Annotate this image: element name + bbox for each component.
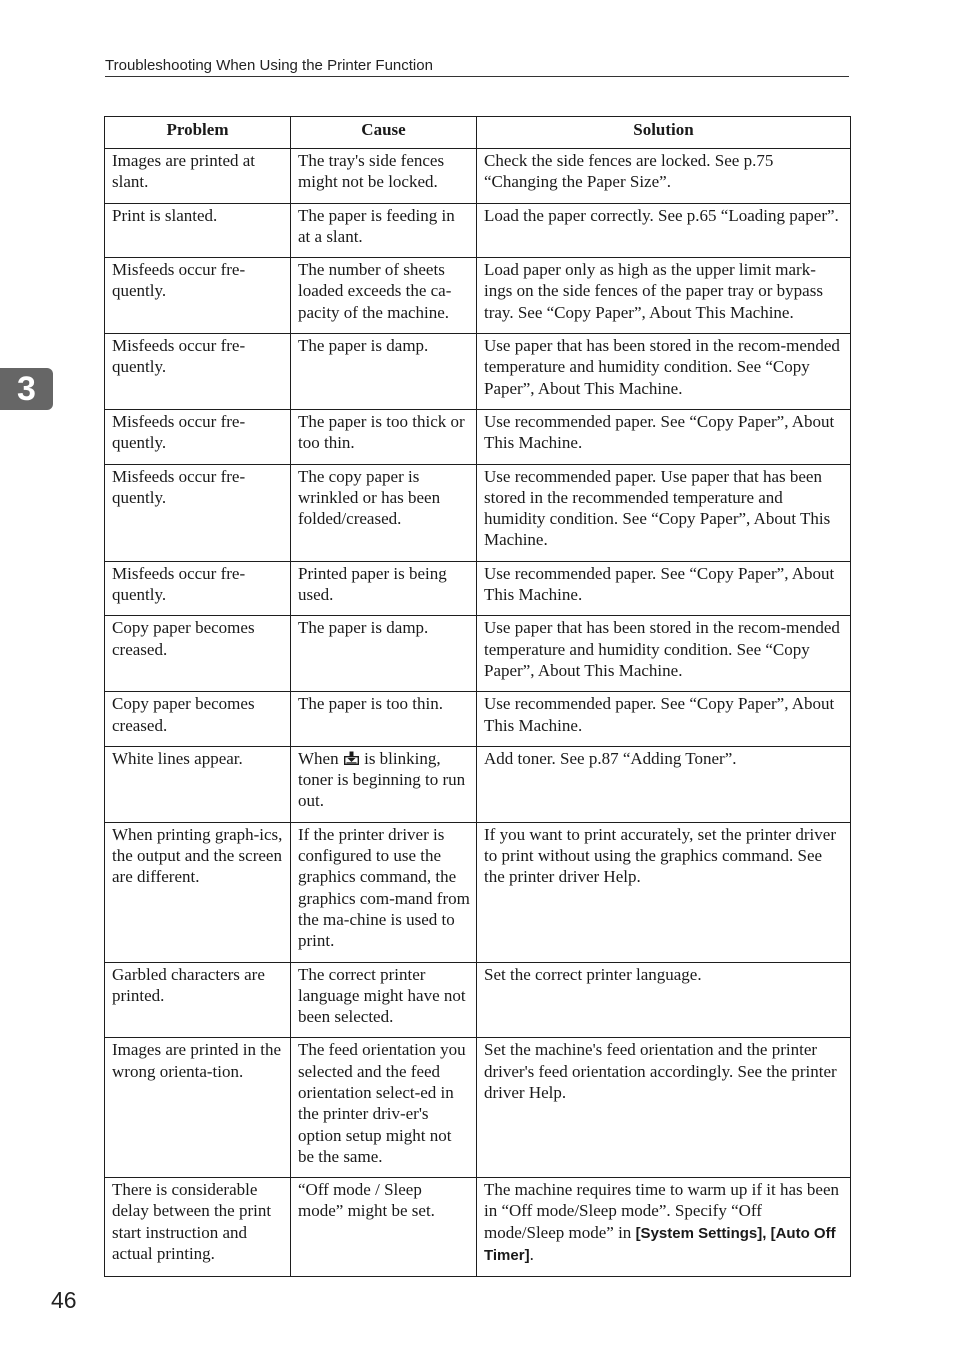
cause-cell: “Off mode / Sleep mode” might be set.	[291, 1178, 477, 1277]
table-row	[105, 822, 851, 962]
solution-cell: Use recommended paper. See “Copy Paper”, About This Machine.	[477, 692, 851, 747]
problem-cell: Images are printed in the wrong orienta-tion.	[105, 1038, 291, 1178]
cause-text-before-icon: When	[298, 748, 339, 768]
cause-cell: The correct printer language might have not been selected.	[291, 962, 477, 1038]
problem-cell: When printing graph-ics, the output and the screen are different.	[105, 822, 291, 962]
cause-cell: The paper is damp.	[291, 334, 477, 410]
solution-end: .	[529, 1245, 534, 1265]
solution-cell: Load paper only as high as the upper limit mark-ings on the side fences of the paper tray or bypass tray. See “Copy Paper”, About This Machine.	[477, 258, 851, 334]
solution-cell: Set the correct printer language.	[477, 962, 851, 1038]
solution-cell: Use paper that has been stored in the recom-mended temperature and humidity condition. See “Copy Paper”, About This Machine.	[477, 334, 851, 410]
table-row	[105, 616, 851, 692]
solution-text: The machine requires time to warm up if it has been in “Off mode/Sleep mode”. Specify “Off mode/Sleep mode” in	[484, 1180, 839, 1242]
cause-cell: The feed orientation you selected and the feed orientation select-ed in the printer driv-er's option setup might not be the same.	[291, 1038, 477, 1178]
table-header-row	[105, 117, 851, 149]
table-row	[105, 1178, 851, 1277]
table-row	[105, 692, 851, 747]
solution-cell: Use recommended paper. Use paper that has been stored in the recommended temperature and humidity condition. See “Copy Paper”, About This Machine.	[477, 464, 851, 561]
chapter-tab: 3	[0, 368, 53, 410]
cause-cell: The tray's side fences might not be locked.	[291, 149, 477, 204]
solution-cell: Use paper that has been stored in the recom-mended temperature and humidity condition. See “Copy Paper”, About This Machine.	[477, 616, 851, 692]
problem-cell: Copy paper becomes creased.	[105, 692, 291, 747]
solution-cell: Load the paper correctly. See p.65 “Loading paper”.	[477, 203, 851, 258]
solution-cell: Use recommended paper. See “Copy Paper”, About This Machine.	[477, 561, 851, 616]
column-header-cause: Cause	[291, 117, 477, 149]
table-row	[105, 1038, 851, 1178]
solution-cell: Set the machine's feed orientation and the printer driver's feed orientation accordingly. See the printer driver Help.	[477, 1038, 851, 1178]
table-row	[105, 464, 851, 561]
cause-cell: Printed paper is being used.	[291, 561, 477, 616]
solution-cell: If you want to print accurately, set the printer driver to print without using the graphics command. See the printer driver Help.	[477, 822, 851, 962]
settings-key-reference: [System Settings], [Auto Off Timer]	[484, 1224, 836, 1265]
problem-cell: Misfeeds occur fre-quently.	[105, 464, 291, 561]
problem-cell: Garbled characters are printed.	[105, 962, 291, 1038]
table-row	[105, 149, 851, 204]
page-number: 46	[51, 1287, 77, 1313]
column-header-solution: Solution	[477, 117, 851, 149]
running-header: Troubleshooting When Using the Printer Function	[105, 57, 849, 77]
cause-cell: The paper is too thin.	[291, 692, 477, 747]
toner-icon	[344, 751, 359, 765]
solution-cell: Add toner. See p.87 “Adding Toner”.	[477, 746, 851, 822]
table-row	[105, 258, 851, 334]
table-row	[105, 746, 851, 822]
cause-cell: The paper is damp.	[291, 616, 477, 692]
solution-cell: Use recommended paper. See “Copy Paper”, About This Machine.	[477, 409, 851, 464]
problem-cell: Print is slanted.	[105, 203, 291, 258]
cause-cell: The paper is feeding in at a slant.	[291, 203, 477, 258]
problem-cell: Images are printed at slant.	[105, 149, 291, 204]
table-row	[105, 203, 851, 258]
solution-cell: Check the side fences are locked. See p.75 “Changing the Paper Size”.	[477, 149, 851, 204]
problem-cell: There is considerable delay between the print start instruction and actual printing.	[105, 1178, 291, 1277]
table-row	[105, 561, 851, 616]
table-row	[105, 962, 851, 1038]
problem-cell: Misfeeds occur fre-quently.	[105, 258, 291, 334]
problem-cell: White lines appear.	[105, 746, 291, 822]
table-row	[105, 334, 851, 410]
cause-cell: The copy paper is wrinkled or has been folded/creased.	[291, 464, 477, 561]
solution-cell	[477, 1178, 851, 1277]
cause-text-after-icon: is blinking, toner is beginning to run out.	[298, 748, 466, 811]
troubleshooting-table	[104, 116, 851, 1277]
problem-cell: Misfeeds occur fre-quently.	[105, 561, 291, 616]
table-row	[105, 409, 851, 464]
cause-cell: The number of sheets loaded exceeds the ca-pacity of the machine.	[291, 258, 477, 334]
cause-cell	[291, 746, 477, 822]
column-header-problem: Problem	[105, 117, 291, 149]
cause-cell: The paper is too thick or too thin.	[291, 409, 477, 464]
problem-cell: Misfeeds occur fre-quently.	[105, 409, 291, 464]
problem-cell: Misfeeds occur fre-quently.	[105, 334, 291, 410]
problem-cell: Copy paper becomes creased.	[105, 616, 291, 692]
cause-cell: If the printer driver is configured to use the graphics command, the graphics com-mand from the ma-chine is used to print.	[291, 822, 477, 962]
